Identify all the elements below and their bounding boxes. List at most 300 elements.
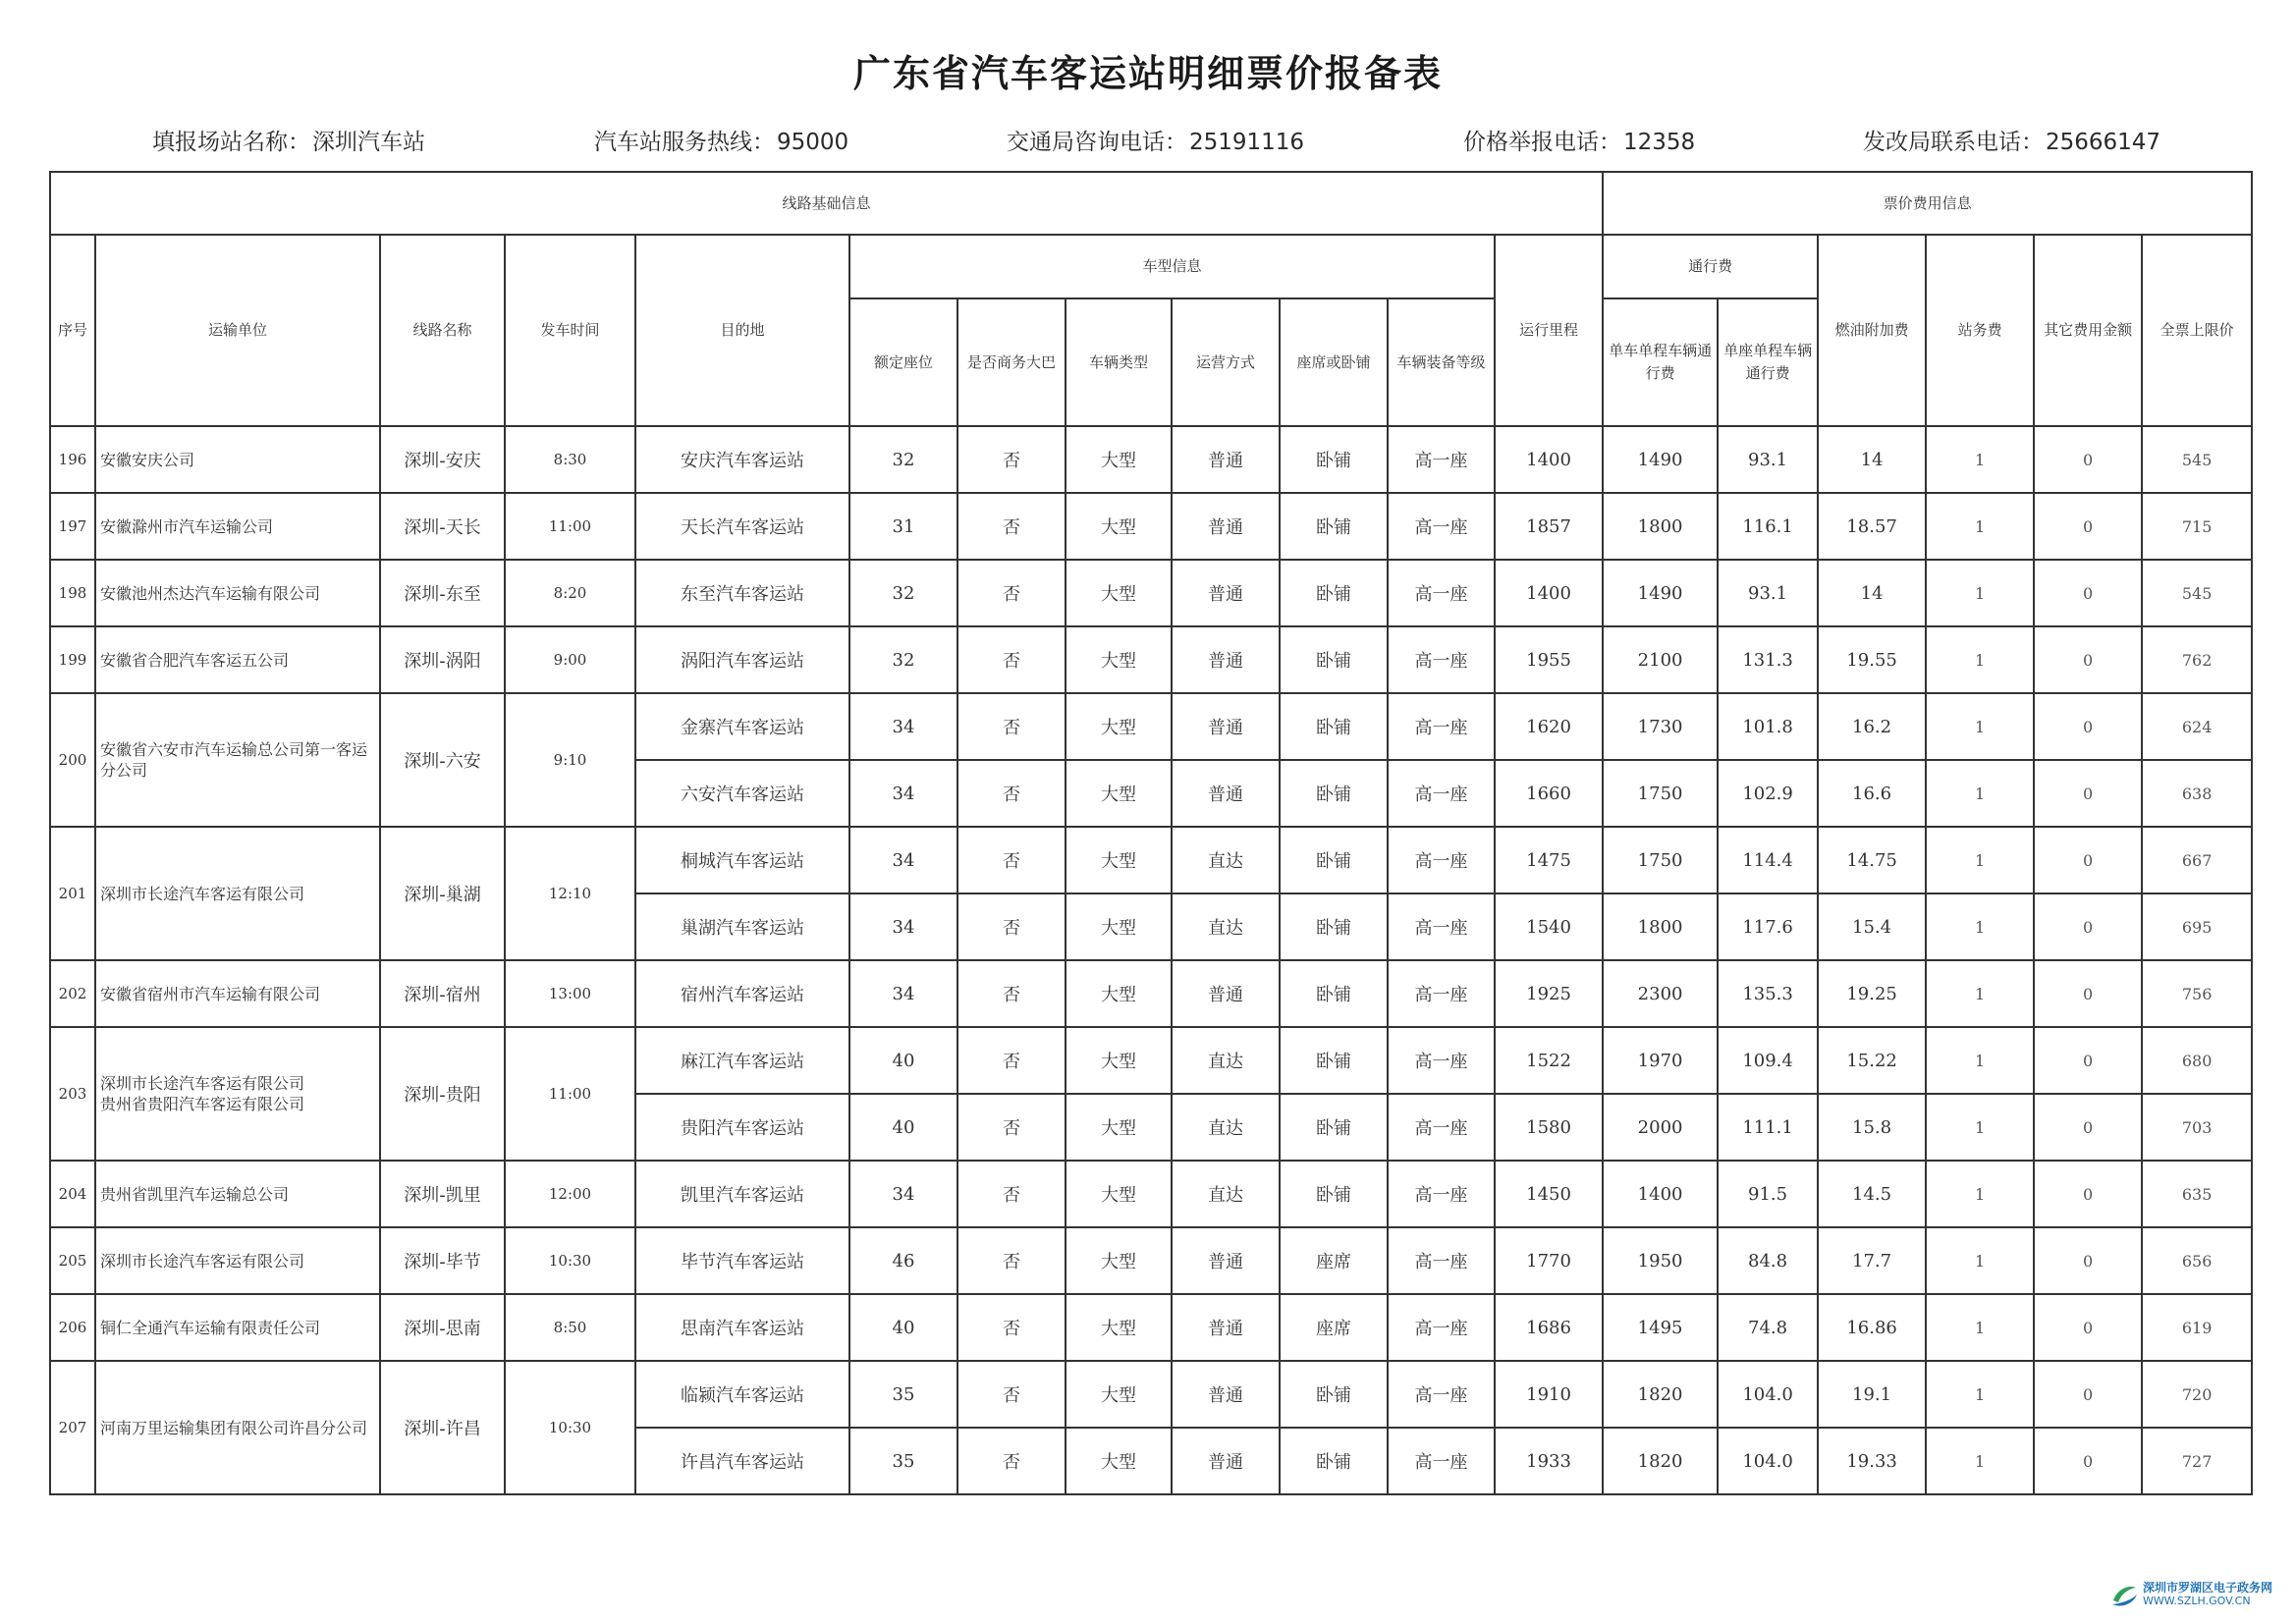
toll-seat-cell: 117.6 xyxy=(1718,893,1818,960)
mileage-cell: 1400 xyxy=(1495,426,1603,493)
settle-cell: 1 xyxy=(1926,1227,2034,1294)
ceiling-cell: 762 xyxy=(2142,626,2252,693)
col-header-grade: 车辆装备等级 xyxy=(1388,298,1495,426)
mileage-cell: 1475 xyxy=(1495,827,1603,893)
toll-seat-cell: 93.1 xyxy=(1718,426,1818,493)
carrier-cell: 安徽池州杰达汽车运输有限公司 xyxy=(95,560,380,626)
depart-time-cell: 12:00 xyxy=(505,1161,635,1227)
business-cell: 否 xyxy=(957,1428,1066,1494)
vehicle-type-cell: 大型 xyxy=(1066,1227,1172,1294)
berth-cell: 卧铺 xyxy=(1280,426,1388,493)
seats-cell: 34 xyxy=(849,1161,957,1227)
toll-seat-cell: 74.8 xyxy=(1718,1294,1818,1361)
operation-mode-cell: 直达 xyxy=(1172,1161,1280,1227)
carrier-cell: 深圳市长途汽车客运有限公司 xyxy=(95,1227,380,1294)
seats-cell: 34 xyxy=(849,960,957,1027)
toll-vehicle-cell: 1970 xyxy=(1603,1027,1718,1094)
col-header-mileage: 运行里程 xyxy=(1495,235,1603,426)
dest-cell: 思南汽车客运站 xyxy=(635,1294,849,1361)
toll-seat-cell: 131.3 xyxy=(1718,626,1818,693)
table-row xyxy=(50,493,2252,560)
ceiling-cell: 680 xyxy=(2142,1027,2252,1094)
toll-seat-cell: 135.3 xyxy=(1718,960,1818,1027)
fuel-cell: 14 xyxy=(1818,426,1926,493)
mileage-cell: 1770 xyxy=(1495,1227,1603,1294)
other-fee-cell: 0 xyxy=(2034,1361,2142,1428)
table-row xyxy=(50,693,2252,760)
seq-cell: 198 xyxy=(50,560,95,626)
toll-vehicle-cell: 1730 xyxy=(1603,693,1718,760)
table-row xyxy=(50,426,2252,493)
fuel-cell: 15.8 xyxy=(1818,1094,1926,1161)
vehicle-type-cell: 大型 xyxy=(1066,827,1172,893)
depart-time-cell: 11:00 xyxy=(505,1027,635,1161)
settle-cell: 1 xyxy=(1926,893,2034,960)
mileage-cell: 1686 xyxy=(1495,1294,1603,1361)
ceiling-cell: 727 xyxy=(2142,1428,2252,1494)
station-name-label: 填报场站名称： xyxy=(152,130,310,155)
ceiling-cell: 635 xyxy=(2142,1161,2252,1227)
dest-cell: 宿州汽车客运站 xyxy=(635,960,849,1027)
seq-cell: 205 xyxy=(50,1227,95,1294)
business-cell: 否 xyxy=(957,1161,1066,1227)
seats-cell: 32 xyxy=(849,626,957,693)
business-cell: 否 xyxy=(957,626,1066,693)
fuel-cell: 17.7 xyxy=(1818,1227,1926,1294)
depart-time-cell: 9:00 xyxy=(505,626,635,693)
toll-vehicle-cell: 1820 xyxy=(1603,1361,1718,1428)
other-fee-cell: 0 xyxy=(2034,1094,2142,1161)
seats-cell: 34 xyxy=(849,827,957,893)
dest-cell: 凯里汽车客运站 xyxy=(635,1161,849,1227)
reform-bureau-label: 发改局联系电话： xyxy=(1863,130,2044,155)
toll-vehicle-cell: 1950 xyxy=(1603,1227,1718,1294)
route-cell: 深圳-许昌 xyxy=(380,1361,505,1494)
table-row xyxy=(50,626,2252,693)
other-fee-cell: 0 xyxy=(2034,1227,2142,1294)
operation-mode-cell: 普通 xyxy=(1172,426,1280,493)
toll-seat-cell: 109.4 xyxy=(1718,1027,1818,1094)
other-fee-cell: 0 xyxy=(2034,1027,2142,1094)
toll-vehicle-cell: 1800 xyxy=(1603,493,1718,560)
toll-seat-cell: 114.4 xyxy=(1718,827,1818,893)
col-header-vtype: 车辆类型 xyxy=(1066,298,1172,426)
ceiling-cell: 619 xyxy=(2142,1294,2252,1361)
reform-bureau-value: 25666147 xyxy=(2046,130,2161,155)
ceiling-cell: 756 xyxy=(2142,960,2252,1027)
settle-cell: 1 xyxy=(1926,493,2034,560)
settle-cell: 1 xyxy=(1926,960,2034,1027)
toll-seat-cell: 104.0 xyxy=(1718,1361,1818,1428)
fuel-cell: 16.2 xyxy=(1818,693,1926,760)
operation-mode-cell: 普通 xyxy=(1172,626,1280,693)
other-fee-cell: 0 xyxy=(2034,760,2142,827)
toll-vehicle-cell: 1820 xyxy=(1603,1428,1718,1494)
toll-seat-cell: 101.8 xyxy=(1718,693,1818,760)
route-cell: 深圳-东至 xyxy=(380,560,505,626)
other-fee-cell: 0 xyxy=(2034,827,2142,893)
dest-cell: 许昌汽车客运站 xyxy=(635,1428,849,1494)
fuel-cell: 16.86 xyxy=(1818,1294,1926,1361)
sub-header-row xyxy=(50,235,2252,298)
toll-vehicle-cell: 1400 xyxy=(1603,1161,1718,1227)
business-cell: 否 xyxy=(957,1027,1066,1094)
berth-cell: 座席 xyxy=(1280,1227,1388,1294)
depart-time-cell: 13:00 xyxy=(505,960,635,1027)
operation-mode-cell: 直达 xyxy=(1172,827,1280,893)
table-row xyxy=(50,1294,2252,1361)
berth-cell: 卧铺 xyxy=(1280,626,1388,693)
col-header-settle: 站务费 xyxy=(1926,235,2034,426)
fuel-cell: 14.75 xyxy=(1818,827,1926,893)
seats-cell: 34 xyxy=(849,893,957,960)
route-cell: 深圳-六安 xyxy=(380,693,505,827)
operation-mode-cell: 普通 xyxy=(1172,493,1280,560)
fuel-cell: 19.1 xyxy=(1818,1361,1926,1428)
vehicle-type-cell: 大型 xyxy=(1066,693,1172,760)
seats-cell: 35 xyxy=(849,1361,957,1428)
seq-cell: 207 xyxy=(50,1361,95,1494)
dest-cell: 临颍汽车客运站 xyxy=(635,1361,849,1428)
business-cell: 否 xyxy=(957,960,1066,1027)
business-cell: 否 xyxy=(957,1294,1066,1361)
business-cell: 否 xyxy=(957,893,1066,960)
settle-cell: 1 xyxy=(1926,1094,2034,1161)
operation-mode-cell: 普通 xyxy=(1172,1294,1280,1361)
depart-time-cell: 10:30 xyxy=(505,1361,635,1494)
table-row xyxy=(50,1227,2252,1294)
toll-seat-cell: 93.1 xyxy=(1718,560,1818,626)
seats-cell: 32 xyxy=(849,560,957,626)
fuel-cell: 15.4 xyxy=(1818,893,1926,960)
settle-cell: 1 xyxy=(1926,1027,2034,1094)
vehicle-type-cell: 大型 xyxy=(1066,960,1172,1027)
carrier-cell: 安徽省六安市汽车运输总公司第一客运分公司 xyxy=(95,693,380,827)
berth-cell: 卧铺 xyxy=(1280,1361,1388,1428)
fuel-cell: 14 xyxy=(1818,560,1926,626)
berth-cell: 卧铺 xyxy=(1280,560,1388,626)
business-cell: 否 xyxy=(957,1361,1066,1428)
mileage-cell: 1933 xyxy=(1495,1428,1603,1494)
mileage-cell: 1925 xyxy=(1495,960,1603,1027)
other-fee-cell: 0 xyxy=(2034,693,2142,760)
page-title: 广东省汽车客运站明细票价报备表 xyxy=(852,52,1443,95)
vehicle-info-group-header: 车型信息 xyxy=(849,235,1495,298)
station-name-field xyxy=(152,124,425,156)
seats-cell: 34 xyxy=(849,693,957,760)
settle-cell: 1 xyxy=(1926,827,2034,893)
ceiling-cell: 624 xyxy=(2142,693,2252,760)
toll-vehicle-cell: 1800 xyxy=(1603,893,1718,960)
toll-vehicle-cell: 1750 xyxy=(1603,827,1718,893)
route-cell: 深圳-巢湖 xyxy=(380,827,505,960)
col-header-dest: 目的地 xyxy=(635,235,849,426)
seats-cell: 35 xyxy=(849,1428,957,1494)
route-cell: 深圳-安庆 xyxy=(380,426,505,493)
business-cell: 否 xyxy=(957,560,1066,626)
table-row xyxy=(50,827,2252,893)
col-header-toll-vehicle: 单车单程车辆通行费 xyxy=(1603,298,1718,426)
berth-cell: 卧铺 xyxy=(1280,960,1388,1027)
seq-cell: 202 xyxy=(50,960,95,1027)
depart-time-cell: 8:50 xyxy=(505,1294,635,1361)
vehicle-type-cell: 大型 xyxy=(1066,560,1172,626)
toll-vehicle-cell: 2100 xyxy=(1603,626,1718,693)
other-fee-cell: 0 xyxy=(2034,626,2142,693)
carrier-cell: 安徽省宿州市汽车运输有限公司 xyxy=(95,960,380,1027)
col-header-toll-seat: 单座单程车辆通行费 xyxy=(1718,298,1818,426)
seats-cell: 46 xyxy=(849,1227,957,1294)
carrier-cell: 安徽安庆公司 xyxy=(95,426,380,493)
settle-cell: 1 xyxy=(1926,1361,2034,1428)
mileage-cell: 1400 xyxy=(1495,560,1603,626)
toll-vehicle-cell: 1490 xyxy=(1603,560,1718,626)
ceiling-cell: 720 xyxy=(2142,1361,2252,1428)
depart-time-cell: 10:30 xyxy=(505,1227,635,1294)
seq-cell: 204 xyxy=(50,1161,95,1227)
col-header-seq: 序号 xyxy=(50,235,95,426)
settle-cell: 1 xyxy=(1926,1294,2034,1361)
toll-seat-cell: 111.1 xyxy=(1718,1094,1818,1161)
seq-cell: 199 xyxy=(50,626,95,693)
grade-cell: 高一座 xyxy=(1388,693,1495,760)
ceiling-cell: 545 xyxy=(2142,426,2252,493)
other-fee-cell: 0 xyxy=(2034,893,2142,960)
seats-cell: 40 xyxy=(849,1294,957,1361)
price-report-label: 价格举报电话： xyxy=(1463,130,1621,155)
mileage-cell: 1540 xyxy=(1495,893,1603,960)
route-cell: 深圳-毕节 xyxy=(380,1227,505,1294)
mileage-cell: 1522 xyxy=(1495,1027,1603,1094)
dest-cell: 贵阳汽车客运站 xyxy=(635,1094,849,1161)
vehicle-type-cell: 大型 xyxy=(1066,1361,1172,1428)
carrier-cell: 安徽省合肥汽车客运五公司 xyxy=(95,626,380,693)
berth-cell: 卧铺 xyxy=(1280,893,1388,960)
service-hotline-field xyxy=(594,124,848,156)
fuel-cell: 18.57 xyxy=(1818,493,1926,560)
mileage-cell: 1955 xyxy=(1495,626,1603,693)
dest-cell: 天长汽车客运站 xyxy=(635,493,849,560)
reform-bureau-field xyxy=(1863,124,2160,156)
mileage-cell: 1580 xyxy=(1495,1094,1603,1161)
toll-vehicle-cell: 2300 xyxy=(1603,960,1718,1027)
ceiling-cell: 695 xyxy=(2142,893,2252,960)
other-fee-cell: 0 xyxy=(2034,493,2142,560)
toll-seat-cell: 91.5 xyxy=(1718,1161,1818,1227)
col-header-business: 是否商务大巴 xyxy=(957,298,1066,426)
fare-table-body xyxy=(50,426,2252,1494)
route-cell: 深圳-凯里 xyxy=(380,1161,505,1227)
depart-time-cell: 9:10 xyxy=(505,693,635,827)
seats-cell: 40 xyxy=(849,1027,957,1094)
grade-cell: 高一座 xyxy=(1388,1428,1495,1494)
berth-cell: 卧铺 xyxy=(1280,1027,1388,1094)
route-cell: 深圳-思南 xyxy=(380,1294,505,1361)
fuel-cell: 19.25 xyxy=(1818,960,1926,1027)
fuel-cell: 14.5 xyxy=(1818,1161,1926,1227)
fuel-cell: 15.22 xyxy=(1818,1027,1926,1094)
vehicle-type-cell: 大型 xyxy=(1066,1161,1172,1227)
ceiling-cell: 656 xyxy=(2142,1227,2252,1294)
vehicle-type-cell: 大型 xyxy=(1066,426,1172,493)
seq-cell: 203 xyxy=(50,1027,95,1161)
fare-info-group-header: 票价费用信息 xyxy=(1603,172,2252,235)
berth-cell: 卧铺 xyxy=(1280,827,1388,893)
col-header-ceiling: 全票上限价 xyxy=(2142,235,2252,426)
ceiling-cell: 715 xyxy=(2142,493,2252,560)
col-header-depart: 发车时间 xyxy=(505,235,635,426)
seq-cell: 201 xyxy=(50,827,95,960)
vehicle-type-cell: 大型 xyxy=(1066,493,1172,560)
mileage-cell: 1620 xyxy=(1495,693,1603,760)
grade-cell: 高一座 xyxy=(1388,626,1495,693)
settle-cell: 1 xyxy=(1926,1161,2034,1227)
dest-cell: 六安汽车客运站 xyxy=(635,760,849,827)
watermark-logo xyxy=(2109,1577,2286,1616)
dest-cell: 桐城汽车客运站 xyxy=(635,827,849,893)
mileage-cell: 1857 xyxy=(1495,493,1603,560)
dest-cell: 毕节汽车客运站 xyxy=(635,1227,849,1294)
mileage-cell: 1910 xyxy=(1495,1361,1603,1428)
business-cell: 否 xyxy=(957,1094,1066,1161)
berth-cell: 卧铺 xyxy=(1280,760,1388,827)
seq-cell: 206 xyxy=(50,1294,95,1361)
watermark-url: WWW.SZLH.GOV.CN xyxy=(2143,1595,2251,1607)
other-fee-cell: 0 xyxy=(2034,960,2142,1027)
watermark-name: 深圳市罗湖区电子政务网 xyxy=(2143,1581,2273,1595)
operation-mode-cell: 普通 xyxy=(1172,760,1280,827)
carrier-cell: 安徽滁州市汽车运输公司 xyxy=(95,493,380,560)
grade-cell: 高一座 xyxy=(1388,1094,1495,1161)
business-cell: 否 xyxy=(957,493,1066,560)
berth-cell: 卧铺 xyxy=(1280,1094,1388,1161)
vehicle-type-cell: 大型 xyxy=(1066,1428,1172,1494)
table-row xyxy=(50,1161,2252,1227)
transport-bureau-label: 交通局咨询电话： xyxy=(1007,130,1187,155)
carrier-cell: 铜仁全通汽车运输有限责任公司 xyxy=(95,1294,380,1361)
route-cell: 深圳-天长 xyxy=(380,493,505,560)
settle-cell: 1 xyxy=(1926,626,2034,693)
other-fee-cell: 0 xyxy=(2034,426,2142,493)
other-fee-cell: 0 xyxy=(2034,560,2142,626)
table-row xyxy=(50,1027,2252,1094)
seq-cell: 200 xyxy=(50,693,95,827)
operation-mode-cell: 直达 xyxy=(1172,1094,1280,1161)
seq-cell: 197 xyxy=(50,493,95,560)
col-header-seats: 额定座位 xyxy=(849,298,957,426)
mileage-cell: 1660 xyxy=(1495,760,1603,827)
business-cell: 否 xyxy=(957,760,1066,827)
fuel-cell: 16.6 xyxy=(1818,760,1926,827)
operation-mode-cell: 直达 xyxy=(1172,893,1280,960)
col-header-carrier: 运输单位 xyxy=(95,235,380,426)
toll-seat-cell: 104.0 xyxy=(1718,1428,1818,1494)
berth-cell: 座席 xyxy=(1280,1294,1388,1361)
ceiling-cell: 667 xyxy=(2142,827,2252,893)
seats-cell: 32 xyxy=(849,426,957,493)
group-header-row xyxy=(50,172,2252,235)
carrier-cell: 河南万里运输集团有限公司许昌分公司 xyxy=(95,1361,380,1494)
transport-bureau-value: 25191116 xyxy=(1189,130,1305,155)
dest-cell: 涡阳汽车客运站 xyxy=(635,626,849,693)
grade-cell: 高一座 xyxy=(1388,493,1495,560)
dest-cell: 麻江汽车客运站 xyxy=(635,1027,849,1094)
ceiling-cell: 545 xyxy=(2142,560,2252,626)
col-header-mode: 运营方式 xyxy=(1172,298,1280,426)
service-hotline-value: 95000 xyxy=(777,130,849,155)
berth-cell: 卧铺 xyxy=(1280,493,1388,560)
transport-bureau-field xyxy=(1007,124,1304,156)
operation-mode-cell: 普通 xyxy=(1172,560,1280,626)
grade-cell: 高一座 xyxy=(1388,893,1495,960)
carrier-cell: 深圳市长途汽车客运有限公司 xyxy=(95,827,380,960)
fuel-cell: 19.33 xyxy=(1818,1428,1926,1494)
settle-cell: 1 xyxy=(1926,693,2034,760)
table-row xyxy=(50,1361,2252,1428)
col-header-other: 其它费用金额 xyxy=(2034,235,2142,426)
grade-cell: 高一座 xyxy=(1388,426,1495,493)
toll-vehicle-cell: 1490 xyxy=(1603,426,1718,493)
col-header-route: 线路名称 xyxy=(380,235,505,426)
dest-cell: 金寨汽车客运站 xyxy=(635,693,849,760)
seats-cell: 34 xyxy=(849,760,957,827)
business-cell: 否 xyxy=(957,693,1066,760)
seq-cell: 196 xyxy=(50,426,95,493)
emblem-icon xyxy=(2109,1579,2139,1610)
berth-cell: 卧铺 xyxy=(1280,693,1388,760)
grade-cell: 高一座 xyxy=(1388,1227,1495,1294)
berth-cell: 卧铺 xyxy=(1280,1161,1388,1227)
toll-vehicle-cell: 1495 xyxy=(1603,1294,1718,1361)
route-cell: 深圳-涡阳 xyxy=(380,626,505,693)
ceiling-cell: 638 xyxy=(2142,760,2252,827)
price-report-value: 12358 xyxy=(1623,130,1696,155)
vehicle-type-cell: 大型 xyxy=(1066,893,1172,960)
route-cell: 深圳-宿州 xyxy=(380,960,505,1027)
toll-seat-cell: 116.1 xyxy=(1718,493,1818,560)
depart-time-cell: 8:20 xyxy=(505,560,635,626)
fare-table xyxy=(49,171,2253,1495)
depart-time-cell: 11:00 xyxy=(505,493,635,560)
carrier-cell: 贵州省凯里汽车运输总公司 xyxy=(95,1161,380,1227)
other-fee-cell: 0 xyxy=(2034,1161,2142,1227)
toll-group-header: 通行费 xyxy=(1603,235,1818,298)
settle-cell: 1 xyxy=(1926,426,2034,493)
vehicle-type-cell: 大型 xyxy=(1066,1294,1172,1361)
price-report-field xyxy=(1463,124,1695,156)
other-fee-cell: 0 xyxy=(2034,1294,2142,1361)
service-hotline-label: 汽车站服务热线： xyxy=(594,130,775,155)
grade-cell: 高一座 xyxy=(1388,760,1495,827)
business-cell: 否 xyxy=(957,426,1066,493)
settle-cell: 1 xyxy=(1926,760,2034,827)
dest-cell: 巢湖汽车客运站 xyxy=(635,893,849,960)
grade-cell: 高一座 xyxy=(1388,1161,1495,1227)
other-fee-cell: 0 xyxy=(2034,1428,2142,1494)
operation-mode-cell: 普通 xyxy=(1172,1227,1280,1294)
settle-cell: 1 xyxy=(1926,560,2034,626)
route-cell: 深圳-贵阳 xyxy=(380,1027,505,1161)
grade-cell: 高一座 xyxy=(1388,1361,1495,1428)
fuel-cell: 19.55 xyxy=(1818,626,1926,693)
table-row xyxy=(50,560,2252,626)
depart-time-cell: 12:10 xyxy=(505,827,635,960)
table-row xyxy=(50,960,2252,1027)
grade-cell: 高一座 xyxy=(1388,1294,1495,1361)
vehicle-type-cell: 大型 xyxy=(1066,1027,1172,1094)
grade-cell: 高一座 xyxy=(1388,960,1495,1027)
vehicle-type-cell: 大型 xyxy=(1066,760,1172,827)
